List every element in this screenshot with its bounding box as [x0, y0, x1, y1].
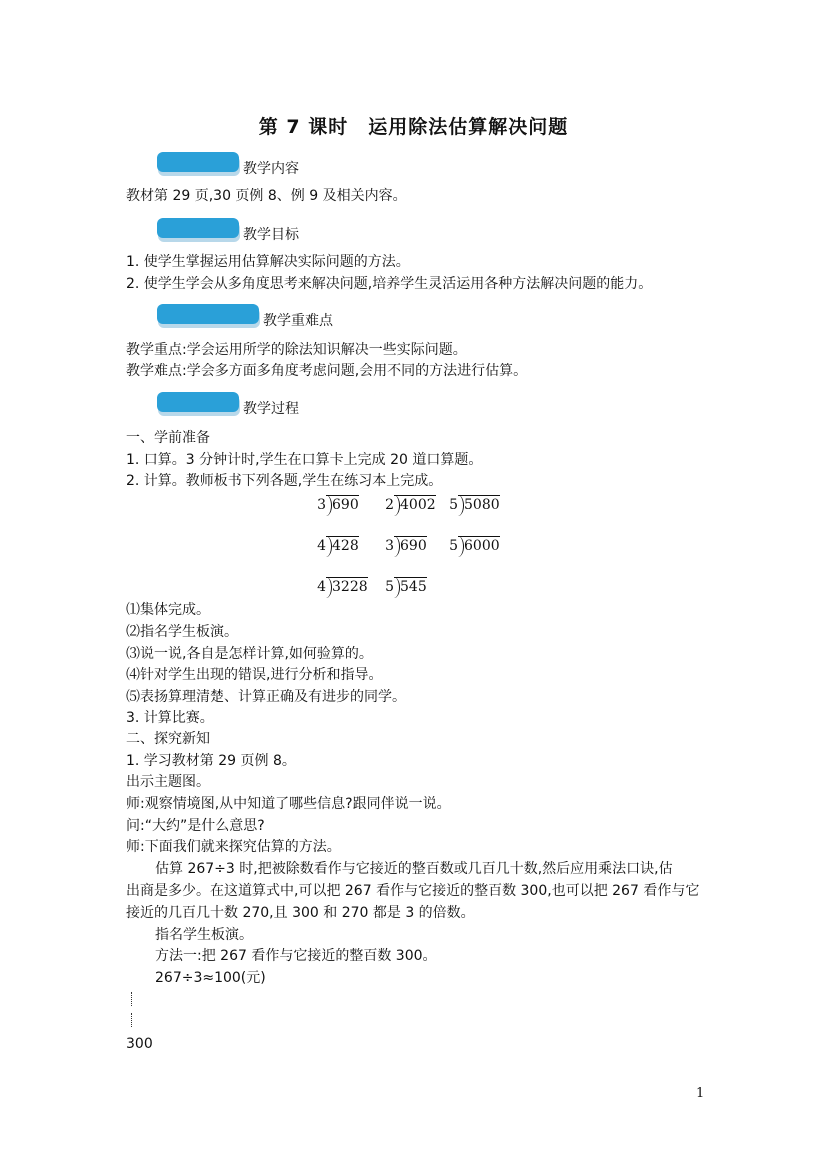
division-problem: 4 3228	[317, 579, 368, 595]
section-label: 教学过程	[243, 401, 299, 417]
process-line: 1. 口算。3 分钟计时,学生在口算卡上完成 20 道口算题。	[126, 452, 483, 468]
process-line: 一、学前准备	[126, 430, 210, 446]
content-text: 教材第 29 页,30 页例 8、例 9 及相关内容。	[126, 188, 407, 204]
step-line: ⑶说一说,各自是怎样计算,如何验算的。	[126, 646, 373, 662]
step-line: ⑵指名学生板演。	[126, 624, 238, 640]
page-number: 1	[696, 1086, 705, 1101]
section-badge	[157, 152, 239, 172]
goal-line: 2. 使学生学会从多角度思考来解决问题,培养学生灵活运用各种方法解决问题的能力。	[126, 276, 653, 292]
division-problem: 3 690	[385, 538, 427, 554]
section-label: 教学重难点	[263, 313, 333, 329]
goal-line: 1. 使学生掌握运用估算解决实际问题的方法。	[126, 254, 410, 270]
paragraph-line: 出商是多少。在这道算式中,可以把 267 看作与它接近的整百数 300,也可以把 267 看作与它	[126, 883, 700, 899]
bottom-number: 300	[126, 1036, 153, 1052]
step-line: 3. 计算比赛。	[126, 710, 214, 726]
paragraph-line: 估算 267÷3 时,把被除数看作与它接近的整百数或几百几十数,然后应用乘法口诀,估	[155, 861, 673, 877]
section-badge	[157, 218, 239, 238]
step-line: 出示主题图。	[126, 774, 210, 790]
division-problem: 3 690	[317, 497, 359, 513]
division-problem: 4 428	[317, 538, 359, 554]
division-problem: 5 5080	[449, 497, 500, 513]
paragraph-line: 方法一:把 267 看作与它接近的整百数 300。	[155, 948, 437, 964]
step-line: ⑷针对学生出现的错误,进行分析和指导。	[126, 667, 383, 683]
section-badge	[157, 392, 239, 412]
paragraph-line: 指名学生板演。	[155, 927, 253, 943]
process-line: 2. 计算。教师板书下列各题,学生在练习本上完成。	[126, 473, 443, 489]
step-line: 问:“大约”是什么意思?	[126, 818, 265, 834]
section-label: 教学目标	[243, 227, 299, 243]
page-title: 第 7 课时 运用除法估算解决问题	[258, 116, 569, 138]
step-line: 1. 学习教材第 29 页例 8。	[126, 753, 296, 769]
step-line: 师:观察情境图,从中知道了哪些信息?跟同伴说一说。	[126, 796, 451, 812]
keypoint-line: 教学难点:学会多方面多角度考虑问题,会用不同的方法进行估算。	[126, 363, 528, 379]
equation-line: 267÷3≈100(元)	[155, 970, 266, 986]
division-problem: 5 545	[385, 579, 427, 595]
dotted-connector	[131, 992, 132, 1006]
paragraph-line: 接近的几百几十数 270,且 300 和 270 都是 3 的倍数。	[126, 905, 475, 921]
division-problem: 5 6000	[449, 538, 500, 554]
dotted-connector	[131, 1013, 132, 1027]
step-line: 二、探究新知	[126, 731, 210, 747]
keypoint-line: 教学重点:学会运用所学的除法知识解决一些实际问题。	[126, 342, 467, 358]
step-line: ⑴集体完成。	[126, 602, 210, 618]
division-problem: 2 4002	[385, 497, 436, 513]
section-badge	[157, 304, 259, 324]
step-line: 师:下面我们就来探究估算的方法。	[126, 839, 341, 855]
section-label: 教学内容	[243, 161, 299, 177]
step-line: ⑸表扬算理清楚、计算正确及有进步的同学。	[126, 689, 406, 705]
